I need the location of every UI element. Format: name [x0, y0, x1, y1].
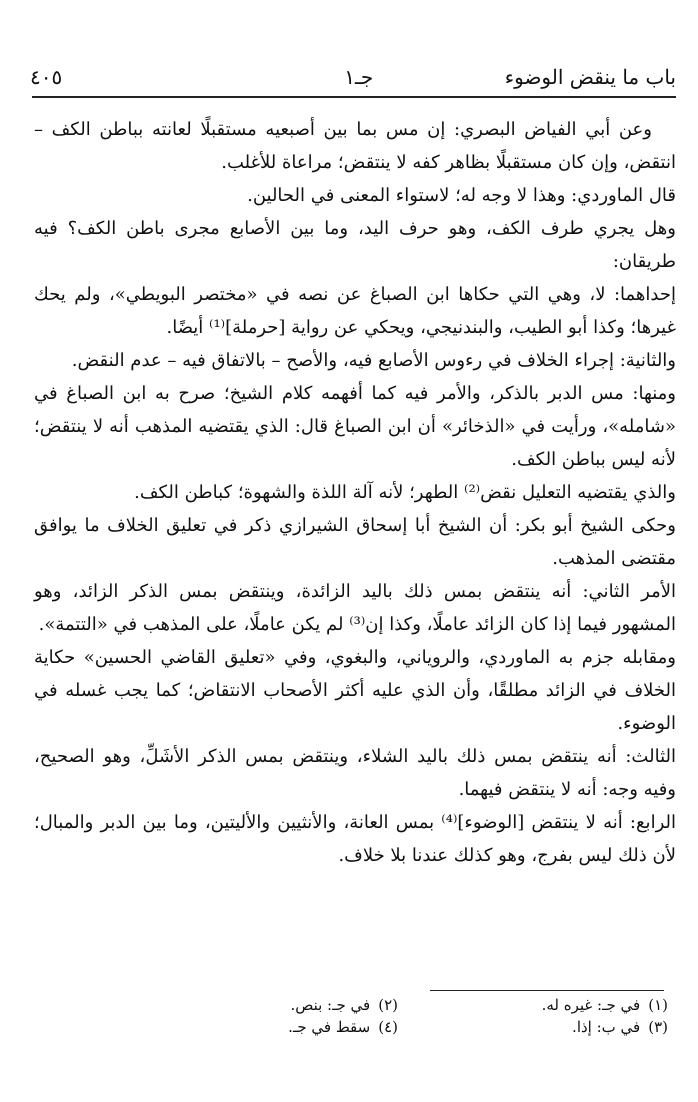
- header-divider: [32, 96, 676, 98]
- page-number: ٤٠٥: [30, 65, 63, 89]
- footnote-number: (١): [648, 996, 668, 1014]
- paragraph: والثانية: إجراء الخلاف في رءوس الأصابع فيه، والأصح – بالاتفاق فيه – عدم النقض.: [71, 350, 676, 371]
- paragraph: ومقابله جزم به الماوردي، والروياني، والبغوي، وفي «تعليق القاضي الحسين» حكاية الخلاف في الزائد مطلقًا، وأن الذي عليه أكثر الأصحاب الانتقاض؛ كما يجب غسله في الوضوء.: [34, 647, 676, 734]
- footnote-text: في جـ: غيره له.: [541, 996, 641, 1014]
- footnote-text: سقط في جـ.: [288, 1018, 371, 1036]
- footnote: [198, 994, 398, 1016]
- footnotes: [198, 994, 668, 1038]
- footnote-row: [198, 1016, 668, 1038]
- paragraph: الأمر الثاني: أنه ينتقض بمس ذلك باليد الزائدة، وينتقض بمس الذكر الزائد، وهو المشهور فيما إذا كان الزائد عاملًا، وكذا إن⁽³⁾ لم يكن عاملًا، على المذهب في «التتمة».: [34, 581, 676, 635]
- footnote: [468, 994, 668, 1016]
- footnote-text: في جـ: بنص.: [290, 996, 371, 1014]
- paragraph: والذي يقتضيه التعليل نقض⁽²⁾ الطهر؛ لأنه آلة اللذة والشهوة؛ كباطن الكف.: [134, 482, 676, 503]
- paragraph: وعن أبي الفياض البصري: إن مس بما بين أصبعيه مستقبلًا لعانته بباطن الكف – انتقض، وإن كان مستقبلًا بظاهر كفه لا ينتقض؛ مراعاة للأغلب.: [34, 119, 676, 173]
- footnote-number: (٤): [378, 1018, 398, 1036]
- volume-label: جـ١: [344, 65, 374, 89]
- footnote: [468, 1016, 668, 1038]
- footnote-number: (٢): [378, 996, 398, 1014]
- running-header: [30, 62, 676, 96]
- chapter-title: باب ما ينقض الوضوء: [504, 65, 676, 89]
- main-text: [34, 113, 676, 872]
- paragraph: قال الماوردي: وهذا لا وجه له؛ لاستواء المعنى في الحالين.: [247, 185, 676, 206]
- paragraph: وهل يجري طرف الكف، وهو حرف اليد، وما بين الأصابع مجرى باطن الكف؟ فيه طريقان:: [34, 218, 676, 272]
- footnote-row: [198, 994, 668, 1016]
- paragraph: ومنها: مس الدبر بالذكر، والأمر فيه كما أفهمه كلام الشيخ؛ صرح به ابن الصباغ في «شامله»، ورأيت في «الذخائر» أن ابن الصباغ قال: الذي يقتضيه المذهب أنه لا ينتقض؛ لأنه ليس بباطن الكف.: [34, 383, 676, 470]
- paragraph: وحكى الشيخ أبو بكر: أن الشيخ أبا إسحاق الشيرازي ذكر في تعليق الخلاف ما يوافق مقتضى المذهب.: [34, 515, 676, 569]
- footnote-number: (٣): [648, 1018, 668, 1036]
- footnote: [198, 1016, 398, 1038]
- footnote-text: في ب: إذا.: [572, 1018, 641, 1036]
- paragraph: إحداهما: لا، وهي التي حكاها ابن الصباغ عن نصه في «مختصر البويطي»، ولم يحك غيرها؛ وكذا أبو الطيب، والبندنيجي، ويحكي عن رواية [حرملة]⁽¹⁾ أيضًا.: [34, 284, 676, 338]
- paragraph: الرابع: أنه لا ينتقض [الوضوء]⁽⁴⁾ بمس العانة، والأنثيين والأليتين، وما بين الدبر والمبال؛ لأن ذلك ليس بفرج، وهو كذلك عندنا بلا خلاف.: [34, 812, 676, 866]
- footnote-divider: [430, 990, 664, 991]
- paragraph: الثالث: أنه ينتقض بمس ذلك باليد الشلاء، وينتقض بمس الذكر الأشَلِّ، وهو الصحيح، وفيه وجه: أنه لا ينتقض فيهما.: [34, 746, 676, 800]
